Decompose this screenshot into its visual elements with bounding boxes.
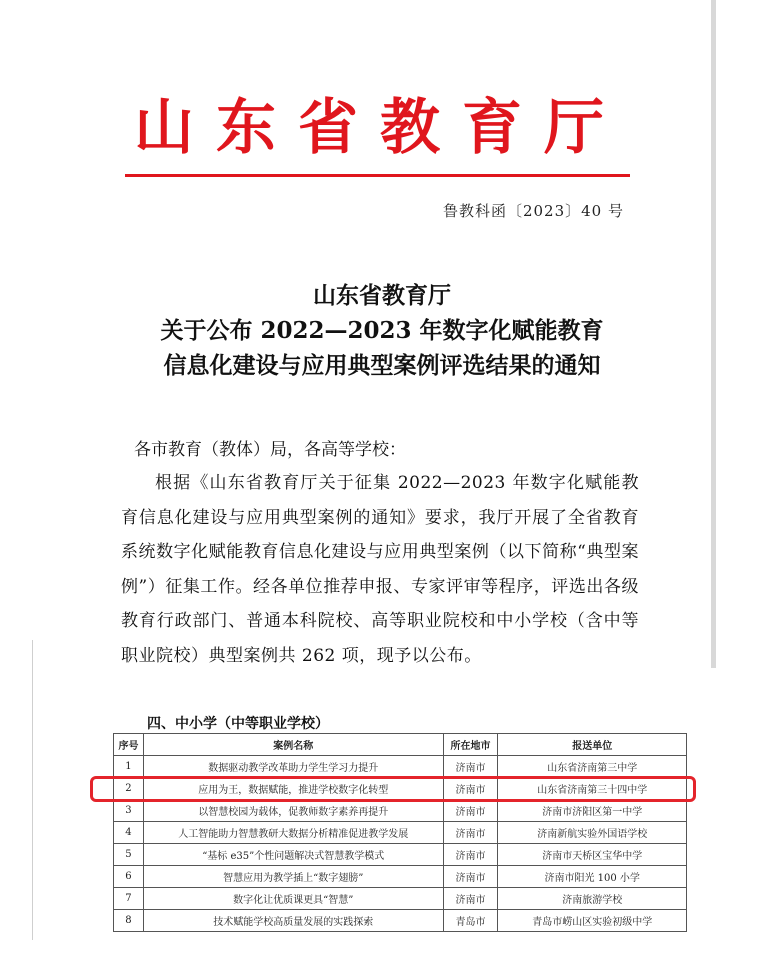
- cell-city: 济南市: [443, 888, 498, 910]
- table-header-row: [114, 734, 687, 756]
- table-row: [114, 800, 687, 822]
- cell-case-name: “基标 e35”个性问题解决式智慧教学模式: [143, 844, 443, 866]
- table-row: [114, 844, 687, 866]
- letterhead-red-rule: [125, 174, 630, 177]
- cell-city: 济南市: [443, 778, 498, 800]
- cell-serial: 8: [114, 910, 144, 932]
- cell-unit: 山东省济南第三十四中学: [498, 778, 687, 800]
- cell-unit: 济南市阳光 100 小学: [498, 866, 687, 888]
- table-row: [114, 866, 687, 888]
- page-edge-right: [711, 0, 716, 668]
- document-number: 鲁教科函〔2023〕40 号: [442, 202, 624, 220]
- cell-serial: 6: [114, 866, 144, 888]
- cell-serial: 3: [114, 800, 144, 822]
- header-case-name: 案例名称: [143, 734, 443, 756]
- header-serial: 序号: [114, 734, 144, 756]
- document-title: [60, 278, 704, 383]
- cell-city: 济南市: [443, 800, 498, 822]
- cell-serial: 2: [114, 778, 144, 800]
- cell-unit: 济南旅游学校: [498, 888, 687, 910]
- cell-city: 济南市: [443, 756, 498, 778]
- letterhead: 山东省教育厅: [134, 93, 626, 163]
- cell-case-name: 人工智能助力智慧教研大数据分析精准促进教学发展: [143, 822, 443, 844]
- page-edge-left: [32, 640, 33, 940]
- cell-case-name: 技术赋能学校高质量发展的实践探索: [143, 910, 443, 932]
- cell-case-name: 智慧应用为教学插上“数字翅膀”: [143, 866, 443, 888]
- table-row: [114, 888, 687, 910]
- title-line-3: 信息化建设与应用典型案例评选结果的通知: [163, 352, 601, 379]
- cell-case-name: 数据驱动教学改革助力学生学习力提升: [143, 756, 443, 778]
- header-city: 所在地市: [443, 734, 498, 756]
- cell-serial: 5: [114, 844, 144, 866]
- cell-city: 济南市: [443, 822, 498, 844]
- title-line-1: 山东省教育厅: [313, 282, 451, 309]
- section-heading: 四、中小学（中等职业学校）: [147, 716, 329, 732]
- cell-unit: 济南市天桥区宝华中学: [498, 844, 687, 866]
- table-row: [114, 910, 687, 932]
- title-line-2: 关于公布 2022—2023 年数字化赋能教育: [160, 317, 604, 344]
- cases-table: [113, 733, 687, 932]
- cell-unit: 济南市济阳区第一中学: [498, 800, 687, 822]
- body-paragraph: 根据《山东省教育厅关于征集 2022—2023 年数字化赋能教育信息化建设与应用典型案例的通知》要求，我厅开展了全省教育系统数字化赋能教育信息化建设与应用典型案例（以下简称“典型案例”）征集工作。经各单位推荐申报、专家评审等程序，评选出各级教育行政部门、普通本科院校、高等职业院校和中小学校（含中等职业院校）典型案例共 262 项，现予以公布。: [121, 473, 639, 666]
- cell-unit: 济南新航实验外国语学校: [498, 822, 687, 844]
- cell-unit: 山东省济南第三中学: [498, 756, 687, 778]
- cell-serial: 1: [114, 756, 144, 778]
- cell-case-name: 以智慧校园为载体，促教师数字素养再提升: [143, 800, 443, 822]
- cell-case-name: 应用为王，数据赋能，推进学校数字化转型: [143, 778, 443, 800]
- cell-serial: 7: [114, 888, 144, 910]
- cell-unit: 青岛市崂山区实验初级中学: [498, 910, 687, 932]
- cell-city: 济南市: [443, 844, 498, 866]
- cell-city: 济南市: [443, 866, 498, 888]
- cell-serial: 4: [114, 822, 144, 844]
- header-unit: 报送单位: [498, 734, 687, 756]
- table-row: [114, 822, 687, 844]
- row-highlight-box: [90, 776, 696, 802]
- cell-city: 青岛市: [443, 910, 498, 932]
- salutation: 各市教育（教体）局，各高等学校：: [134, 440, 406, 460]
- cell-case-name: 数字化让优质课更具“智慧”: [143, 888, 443, 910]
- table-row: [114, 756, 687, 778]
